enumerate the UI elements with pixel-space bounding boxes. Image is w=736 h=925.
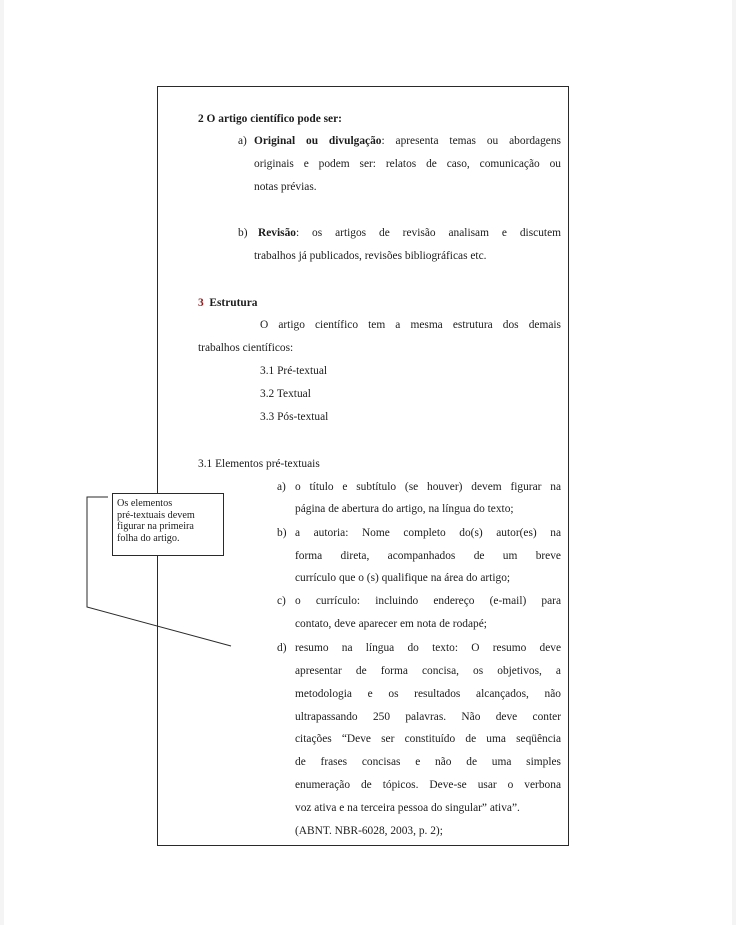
section-3-number: 3 <box>198 297 204 309</box>
pre-item-d-line: metodologia e os resultados alcançados, não <box>295 688 561 700</box>
margin-note <box>112 493 224 556</box>
item-a-line3: notas prévias. <box>254 181 317 193</box>
pre-item-d-line: enumeração de tópicos. Deve-se usar o verbona <box>295 779 561 791</box>
document-page <box>4 0 732 925</box>
item-a-rest: : apresenta temas ou abordagens <box>381 135 561 147</box>
pre-item-d-line: voz ativa e na terceira pessoa do singular” ativa”. <box>295 802 520 814</box>
margin-note-line: Os elementos <box>117 498 173 509</box>
section-3-list-item: 3.2 Textual <box>260 388 311 400</box>
section-3-list-item: 3.1 Pré-textual <box>260 365 328 377</box>
section-3-list-item: 3.3 Pós-textual <box>260 411 329 423</box>
section-31-heading: 3.1 Elementos pré-textuais <box>198 458 320 470</box>
pre-item-a-line: página de abertura do artigo, na língua do texto; <box>295 503 514 515</box>
section-2-heading: 2 O artigo científico pode ser: <box>198 113 342 125</box>
pre-item-b-line: currículo que o (s) qualifique na área do artigo; <box>295 572 511 584</box>
pre-item-d-line: apresentar de forma concisa, os objetivos, a <box>295 665 561 677</box>
margin-note-line: folha do artigo. <box>117 532 180 544</box>
pre-item-d-line: citações “Deve ser constituído de uma seqüência <box>295 733 561 745</box>
pre-item-b-marker: b) <box>277 527 287 539</box>
item-b-marker: b) <box>238 227 248 239</box>
pre-item-c-line: contato, deve aparecer em nota de rodapé; <box>295 618 487 630</box>
pre-item-c-line: o currículo: incluindo endereço (e-mail) para <box>295 595 561 607</box>
section-3-para-line2: trabalhos científicos: <box>198 342 294 354</box>
pre-item-b-line: forma direta, acompanhados de um breve <box>295 550 561 562</box>
pre-item-a-marker: a) <box>277 481 286 493</box>
pre-item-d-line: (ABNT. NBR-6028, 2003, p. 2); <box>295 825 443 837</box>
margin-note-leader <box>4 0 736 925</box>
pre-item-d-marker: d) <box>277 642 287 654</box>
item-b-bold: Revisão <box>258 227 296 239</box>
pre-item-b-line: a autoria: Nome completo do(s) autor(es) na <box>295 527 561 539</box>
pre-item-a-line: o título e subtítulo (se houver) devem figurar na <box>295 481 561 493</box>
item-a-marker: a) <box>238 135 247 147</box>
item-b-line2: trabalhos já publicados, revisões bibliográficas etc. <box>254 250 487 262</box>
section-3-title: Estrutura <box>209 297 258 309</box>
margin-note-line: figurar na primeira <box>117 521 194 532</box>
pre-item-d-line: de frases concisas e não de uma simples <box>295 756 561 768</box>
item-a-bold: Original ou divulgação <box>254 135 382 147</box>
item-b-rest: : os artigos de revisão analisam e discutem <box>295 227 561 239</box>
pre-item-d-line: ultrapassando 250 palavras. Não deve conter <box>295 711 561 723</box>
section-3-para-line1: O artigo científico tem a mesma estrutura dos demais <box>260 319 561 331</box>
item-a-line2: originais e podem ser: relatos de caso, comunicação ou <box>254 158 561 170</box>
pre-item-d-line: resumo na língua do texto: O resumo deve <box>295 642 561 654</box>
margin-note-line: pré-textuais devem <box>117 509 195 521</box>
pre-item-c-marker: c) <box>277 595 286 607</box>
